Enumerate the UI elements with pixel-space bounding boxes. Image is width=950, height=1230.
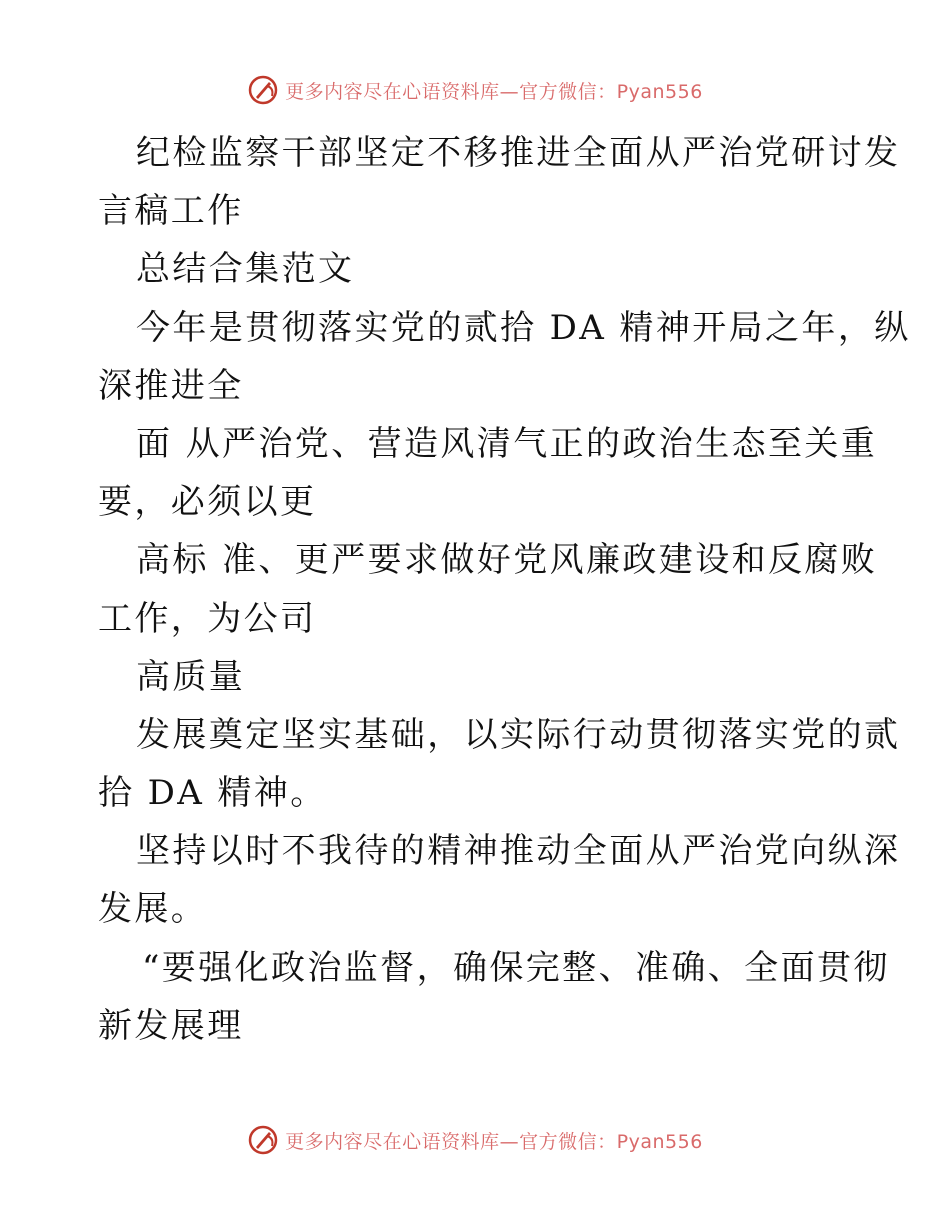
- feather-pen-logo-icon: [247, 1124, 279, 1156]
- body-line: 发展。: [98, 889, 208, 930]
- body-line: 新发展理: [98, 1005, 244, 1046]
- body-line: 高标 准、更严要求做好党风廉政建设和反腐败: [136, 540, 878, 581]
- body-line: 工作，为公司: [98, 598, 317, 639]
- footer-watermark-text: 更多内容尽在心语资料库—官方微信：Pyan556: [285, 1130, 703, 1153]
- footer-watermark: [0, 1120, 950, 1160]
- body-line: 高质量: [136, 656, 246, 697]
- body-line: 纪检监察干部坚定不移推进全面从严治党研讨发: [136, 133, 901, 173]
- body-line: 面 从严治党、营造风清气正的政治生态至关重: [136, 423, 878, 464]
- body-line: 总结合集范文: [136, 249, 355, 290]
- body-line: 坚持以时不我待的精神推动全面从严治党向纵深: [136, 831, 901, 872]
- body-line: 言稿工作: [98, 191, 244, 232]
- body-line: 深推进全: [98, 365, 244, 406]
- header-watermark: [0, 70, 950, 110]
- body-line: 今年是贯彻落实党的贰拾 DA 精神开局之年，纵: [136, 307, 911, 348]
- body-line: 拾 DA 精神。: [98, 773, 327, 814]
- feather-pen-logo-icon: [247, 74, 279, 106]
- body-line: 要，必须以更: [98, 482, 317, 523]
- body-line: “要强化政治监督，确保完整、准确、全面贯彻: [142, 947, 890, 988]
- document-body: [98, 124, 911, 1055]
- body-line: 发展奠定坚实基础，以实际行动贯彻落实党的贰: [136, 714, 901, 755]
- header-watermark-text: 更多内容尽在心语资料库—官方微信：Pyan556: [285, 80, 703, 103]
